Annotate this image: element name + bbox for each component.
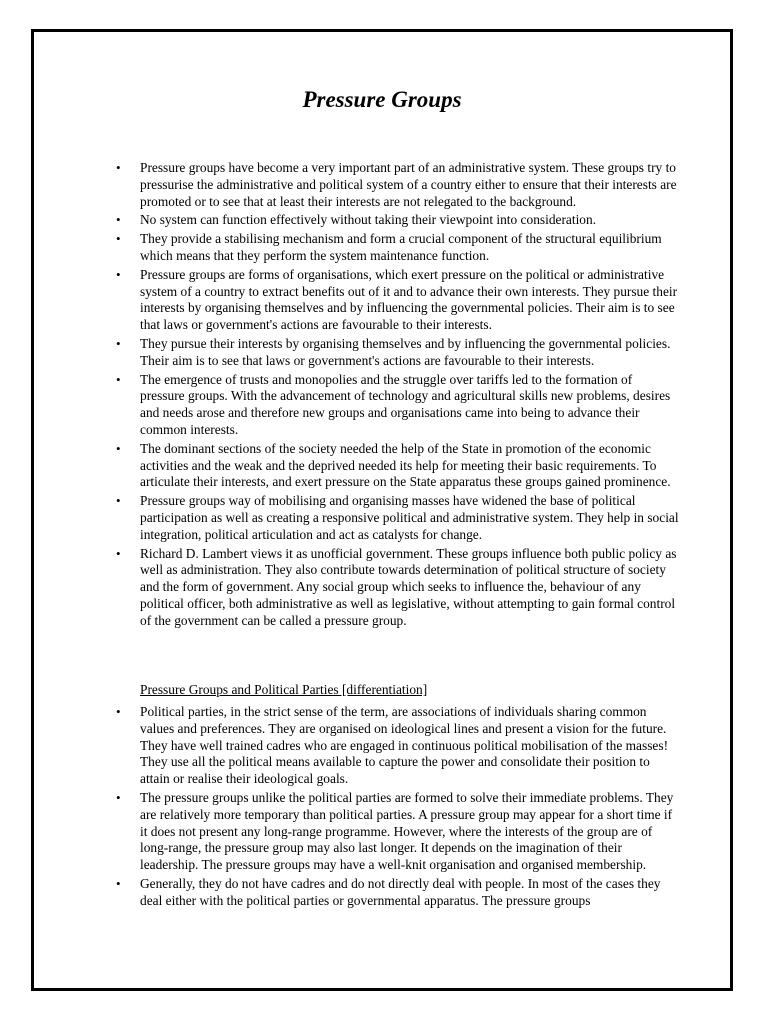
list-item-text: Richard D. Lambert views it as unofficial government. These groups influence both public policy as well as administration. They also contribute towards determination of political structure of society and the form of government. Any social group which seeks to influence the, behaviour of any political officer, both administrative as well as legislative, without attempting to gain formal control of the government can be called a pressure group. — [140, 545, 677, 628]
list-item — [114, 336, 680, 370]
list-item — [114, 546, 680, 630]
section-subheading: Pressure Groups and Political Parties [differentiation] — [140, 682, 428, 697]
bullet-icon: • — [116, 704, 121, 719]
list-item-text: Pressure groups are forms of organisations, which exert pressure on the political or administrative system of a country to extract benefits out of it and to advance their own interests. They pursue their interests by organising themselves and by influencing the governmental policies. Their aim is to see that laws or government's actions are favourable to their interests. — [140, 266, 678, 333]
list-item-text: Political parties, in the strict sense of the term, are associations of individuals sharing common values and preferences. They are organised on ideological lines and present a vision for the future. They have well trained cadres who are engaged in continuous political mobilisation of the masses! They use all the political means available to capture the power and consolidate their position to attain or realise their ideological goals. — [140, 704, 669, 787]
list-item — [114, 493, 680, 543]
page-title: Pressure Groups — [302, 87, 462, 112]
bullet-icon: • — [116, 160, 121, 175]
list-item-text: Pressure groups have become a very important part of an administrative system. These groups try to pressurise the administrative and political system of a country either to ensure that their interests are promoted or to see that at least their interests are not relegated to the background. — [140, 160, 677, 209]
bullet-icon: • — [116, 266, 121, 282]
bullet-list-main — [114, 160, 680, 632]
list-item — [114, 704, 680, 788]
list-item-text: The pressure groups unlike the political parties are formed to solve their immediate problems. They are relatively more temporary than political parties. A pressure group may appear for a short time if it does not present any long-range programme. However, where the interests of the group are of long-range, the pressure group may also last longer. It depends on the imagination of their leadership. The pressure groups may have a well-knit organisation and organised membership. — [140, 789, 674, 873]
list-item-text: The dominant sections of the society needed the help of the State in promotion of the economic activities and the weak and the deprived needed its help for meeting their basic requirements. To articulate their interests, and exert pressure on the State apparatus these groups gained prominence. — [140, 440, 671, 490]
list-item-text: They provide a stabilising mechanism and form a crucial component of the structural equilibrium which means that they perform the system maintenance function. — [140, 231, 662, 263]
bullet-icon: • — [116, 440, 121, 456]
list-item — [114, 790, 680, 874]
bullet-icon: • — [116, 545, 121, 561]
bullet-icon: • — [116, 789, 121, 805]
list-item-text: The emergence of trusts and monopolies and the struggle over tariffs led to the formation of pressure groups. With the advancement of technology and agricultural skills new problems, desires and needs arose and therefore new groups and organisations came into being to advance their common interests. — [140, 371, 671, 437]
bullet-icon: • — [116, 493, 121, 509]
list-item — [114, 876, 680, 910]
bullet-icon: • — [116, 371, 121, 387]
list-item-text: They pursue their interests by organising themselves and by influencing the governmental policies. Their aim is to see that laws or government's actions are favourable to their interests. — [140, 335, 671, 368]
bullet-icon: • — [116, 335, 121, 351]
list-item — [114, 160, 680, 210]
list-item-text: Pressure groups way of mobilising and organising masses have widened the base of political participation as well as creating a responsive political and administrative system. They help in social integration, political articulation and act as catalysts for change. — [140, 493, 679, 542]
bullet-icon: • — [116, 212, 121, 228]
list-item — [114, 212, 680, 229]
bullet-icon: • — [116, 875, 121, 891]
bullet-list-differentiation — [114, 704, 680, 912]
list-item — [114, 231, 680, 265]
list-item — [114, 441, 680, 491]
bullet-icon: • — [116, 231, 121, 247]
list-item — [114, 372, 680, 439]
list-item-text: Generally, they do not have cadres and do not directly deal with people. In most of the cases they deal either with the political parties or governmental apparatus. The pressure groups — [140, 875, 661, 908]
list-item-text: No system can function effectively without taking their viewpoint into consideration. — [140, 212, 597, 228]
list-item — [114, 267, 680, 334]
document-page — [31, 29, 733, 991]
